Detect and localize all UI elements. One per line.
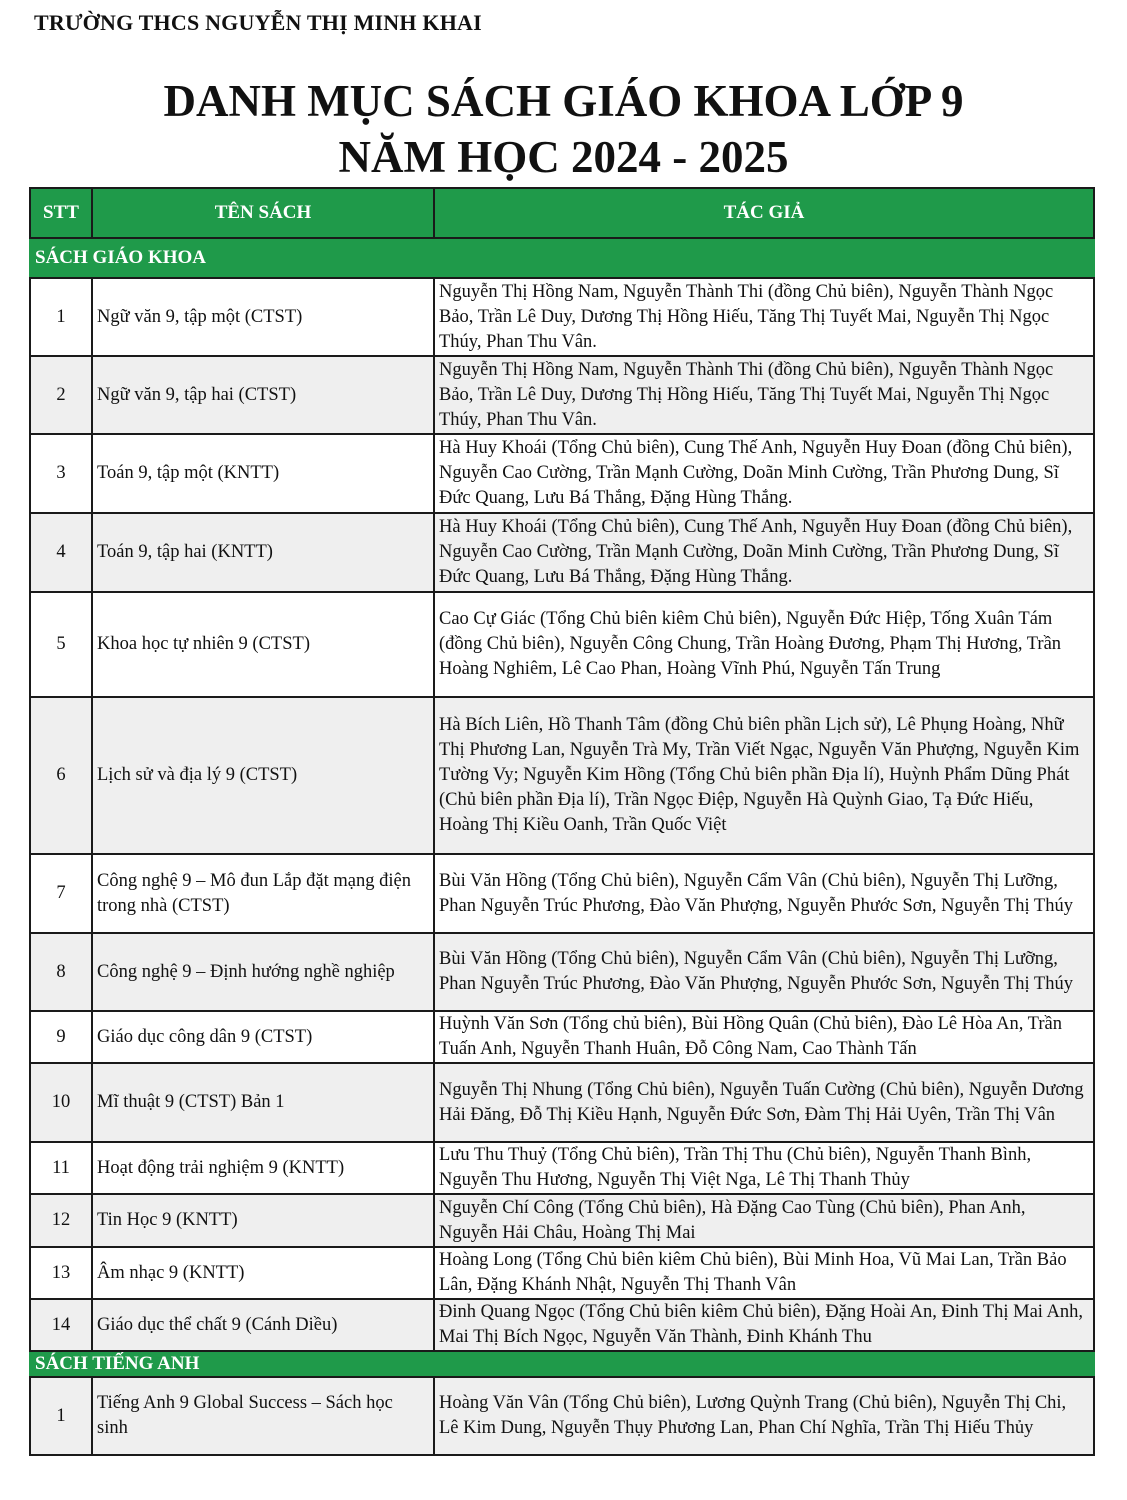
column-header-name: TÊN SÁCH xyxy=(92,188,434,238)
cell-author: Bùi Văn Hồng (Tổng Chủ biên), Nguyễn Cẩm Vân (Chủ biên), Nguyễn Thị Lưỡng, Phan Nguyễn Trúc Phương, Đào Văn Phượng, Nguyễn Phước Sơn, Nguyễn Thị Thúy xyxy=(434,854,1094,933)
table-row xyxy=(30,1247,1094,1299)
cell-stt: 6 xyxy=(30,697,92,854)
table-row xyxy=(30,513,1094,592)
cell-author: Nguyễn Thị Nhung (Tổng Chủ biên), Nguyễn Tuấn Cường (Chủ biên), Nguyễn Dương Hải Đăng, Đỗ Thị Kiều Hạnh, Nguyễn Đức Sơn, Đàm Thị Hải Uyên, Trần Thị Vân xyxy=(434,1063,1094,1142)
table-row xyxy=(30,1142,1094,1194)
cell-author: Nguyễn Thị Hồng Nam, Nguyễn Thành Thi (đồng Chủ biên), Nguyễn Thành Ngọc Bảo, Trần Lê Duy, Dương Thị Hồng Hiếu, Tăng Thị Tuyết Mai, Nguyễn Thị Ngọc Thúy, Phan Thu Vân. xyxy=(434,356,1094,434)
cell-author: Hoàng Văn Vân (Tổng Chủ biên), Lương Quỳnh Trang (Chủ biên), Nguyễn Thị Chi, Lê Kim Dung, Nguyễn Thụy Phương Lan, Phan Chí Nghĩa, Trần Thị Hiếu Thủy xyxy=(434,1377,1094,1455)
cell-author: Lưu Thu Thuỷ (Tổng Chủ biên), Trần Thị Thu (Chủ biên), Nguyễn Thanh Bình, Nguyễn Thu Hương, Nguyễn Thị Việt Nga, Lê Thị Thanh Thủy xyxy=(434,1142,1094,1194)
cell-author: Đinh Quang Ngọc (Tổng Chủ biên kiêm Chủ biên), Đặng Hoài An, Đinh Thị Mai Anh, Mai Thị Bích Ngọc, Nguyễn Văn Thành, Đinh Khánh Thu xyxy=(434,1299,1094,1351)
cell-stt: 11 xyxy=(30,1142,92,1194)
table-header-row xyxy=(30,188,1094,238)
cell-author: Bùi Văn Hồng (Tổng Chủ biên), Nguyễn Cẩm Vân (Chủ biên), Nguyễn Thị Lưỡng, Phan Nguyễn Trúc Phương, Đào Văn Phượng, Nguyễn Phước Sơn, Nguyễn Thị Thúy xyxy=(434,933,1094,1011)
table-row xyxy=(30,1194,1094,1247)
cell-book-name: Giáo dục công dân 9 (CTST) xyxy=(92,1011,434,1063)
textbook-table xyxy=(29,187,1095,1456)
cell-stt: 12 xyxy=(30,1194,92,1247)
cell-stt: 1 xyxy=(30,278,92,356)
section-label: SÁCH GIÁO KHOA xyxy=(30,238,1094,278)
cell-author: Hà Huy Khoái (Tổng Chủ biên), Cung Thế Anh, Nguyễn Huy Đoan (đồng Chủ biên), Nguyễn Cao Cường, Trần Mạnh Cường, Doãn Minh Cường, Trần Phương Dung, Sĩ Đức Quang, Lưu Bá Thắng, Đặng Hùng Thắng. xyxy=(434,434,1094,513)
cell-stt: 10 xyxy=(30,1063,92,1142)
table-row xyxy=(30,434,1094,513)
cell-book-name: Khoa học tự nhiên 9 (CTST) xyxy=(92,592,434,697)
cell-book-name: Mĩ thuật 9 (CTST) Bản 1 xyxy=(92,1063,434,1142)
cell-book-name: Toán 9, tập một (KNTT) xyxy=(92,434,434,513)
cell-author: Cao Cự Giác (Tổng Chủ biên kiêm Chủ biên), Nguyễn Đức Hiệp, Tống Xuân Tám (đồng Chủ biên), Nguyễn Công Chung, Trần Hoàng Đương, Phạm Thị Hương, Trần Hoàng Nghiêm, Lê Cao Phan, Hoàng Vĩnh Phú, Nguyễn Tấn Trung xyxy=(434,592,1094,697)
cell-stt: 5 xyxy=(30,592,92,697)
cell-author: Nguyễn Thị Hồng Nam, Nguyễn Thành Thi (đồng Chủ biên), Nguyễn Thành Ngọc Bảo, Trần Lê Duy, Dương Thị Hồng Hiếu, Tăng Thị Tuyết Mai, Nguyễn Thị Ngọc Thúy, Phan Thu Vân. xyxy=(434,278,1094,356)
cell-book-name: Lịch sử và địa lý 9 (CTST) xyxy=(92,697,434,854)
cell-book-name: Hoạt động trải nghiệm 9 (KNTT) xyxy=(92,1142,434,1194)
cell-author: Hoàng Long (Tổng Chủ biên kiêm Chủ biên), Bùi Minh Hoa, Vũ Mai Lan, Trần Bảo Lân, Đặng Khánh Nhật, Nguyễn Thị Thanh Vân xyxy=(434,1247,1094,1299)
section-row-textbooks xyxy=(30,238,1094,278)
table-row xyxy=(30,933,1094,1011)
cell-stt: 4 xyxy=(30,513,92,592)
column-header-author: TÁC GIẢ xyxy=(434,188,1094,238)
section-row-english xyxy=(30,1351,1094,1377)
cell-stt: 13 xyxy=(30,1247,92,1299)
cell-book-name: Ngữ văn 9, tập một (CTST) xyxy=(92,278,434,356)
school-name: TRƯỜNG THCS NGUYỄN THỊ MINH KHAI xyxy=(34,10,482,35)
cell-author: Huỳnh Văn Sơn (Tổng chủ biên), Bùi Hồng Quân (Chủ biên), Đào Lê Hòa An, Trần Tuấn Anh, Nguyễn Thanh Huân, Đỗ Công Nam, Cao Thành Tấn xyxy=(434,1011,1094,1063)
cell-stt: 9 xyxy=(30,1011,92,1063)
cell-book-name: Tin Học 9 (KNTT) xyxy=(92,1194,434,1247)
cell-stt: 1 xyxy=(30,1377,92,1455)
column-header-stt: STT xyxy=(30,188,92,238)
table-row xyxy=(30,1011,1094,1063)
cell-stt: 14 xyxy=(30,1299,92,1351)
cell-book-name: Tiếng Anh 9 Global Success – Sách học sinh xyxy=(92,1377,434,1455)
table-row xyxy=(30,1063,1094,1142)
cell-stt: 8 xyxy=(30,933,92,1011)
table-row xyxy=(30,356,1094,434)
cell-stt: 3 xyxy=(30,434,92,513)
cell-book-name: Âm nhạc 9 (KNTT) xyxy=(92,1247,434,1299)
cell-book-name: Công nghệ 9 – Định hướng nghề nghiệp xyxy=(92,933,434,1011)
cell-stt: 2 xyxy=(30,356,92,434)
table-row xyxy=(30,278,1094,356)
cell-author: Hà Huy Khoái (Tổng Chủ biên), Cung Thế Anh, Nguyễn Huy Đoan (đồng Chủ biên), Nguyễn Cao Cường, Trần Mạnh Cường, Doãn Minh Cường, Trần Phương Dung, Sĩ Đức Quang, Lưu Bá Thắng, Đặng Hùng Thắng. xyxy=(434,513,1094,592)
cell-author: Nguyễn Chí Công (Tổng Chủ biên), Hà Đặng Cao Tùng (Chủ biên), Phan Anh, Nguyễn Hải Châu, Hoàng Thị Mai xyxy=(434,1194,1094,1247)
page-subtitle: NĂM HỌC 2024 - 2025 xyxy=(338,132,789,182)
cell-book-name: Giáo dục thể chất 9 (Cánh Diều) xyxy=(92,1299,434,1351)
table-row xyxy=(30,592,1094,697)
table-row xyxy=(30,1299,1094,1351)
cell-stt: 7 xyxy=(30,854,92,933)
page-title: DANH MỤC SÁCH GIÁO KHOA LỚP 9 xyxy=(163,76,964,126)
cell-book-name: Toán 9, tập hai (KNTT) xyxy=(92,513,434,592)
cell-book-name: Công nghệ 9 – Mô đun Lắp đặt mạng điện trong nhà (CTST) xyxy=(92,854,434,933)
table-row xyxy=(30,854,1094,933)
section-label: SÁCH TIẾNG ANH xyxy=(30,1351,1094,1377)
cell-book-name: Ngữ văn 9, tập hai (CTST) xyxy=(92,356,434,434)
table-row xyxy=(30,1377,1094,1455)
cell-author: Hà Bích Liên, Hồ Thanh Tâm (đồng Chủ biên phần Lịch sử), Lê Phụng Hoàng, Nhữ Thị Phương Lan, Nguyễn Trà My, Trần Viết Ngạc, Nguyễn Văn Phượng, Nguyễn Kim Tường Vy; Nguyễn Kim Hồng (Tổng Chủ biên phần Địa lí), Huỳnh Phẩm Dũng Phát (Chủ biên phần Địa lí), Trần Ngọc Điệp, Nguyễn Hà Quỳnh Giao, Tạ Đức Hiếu, Hoàng Thị Kiều Oanh, Trần Quốc Việt xyxy=(434,697,1094,854)
table-row xyxy=(30,697,1094,854)
